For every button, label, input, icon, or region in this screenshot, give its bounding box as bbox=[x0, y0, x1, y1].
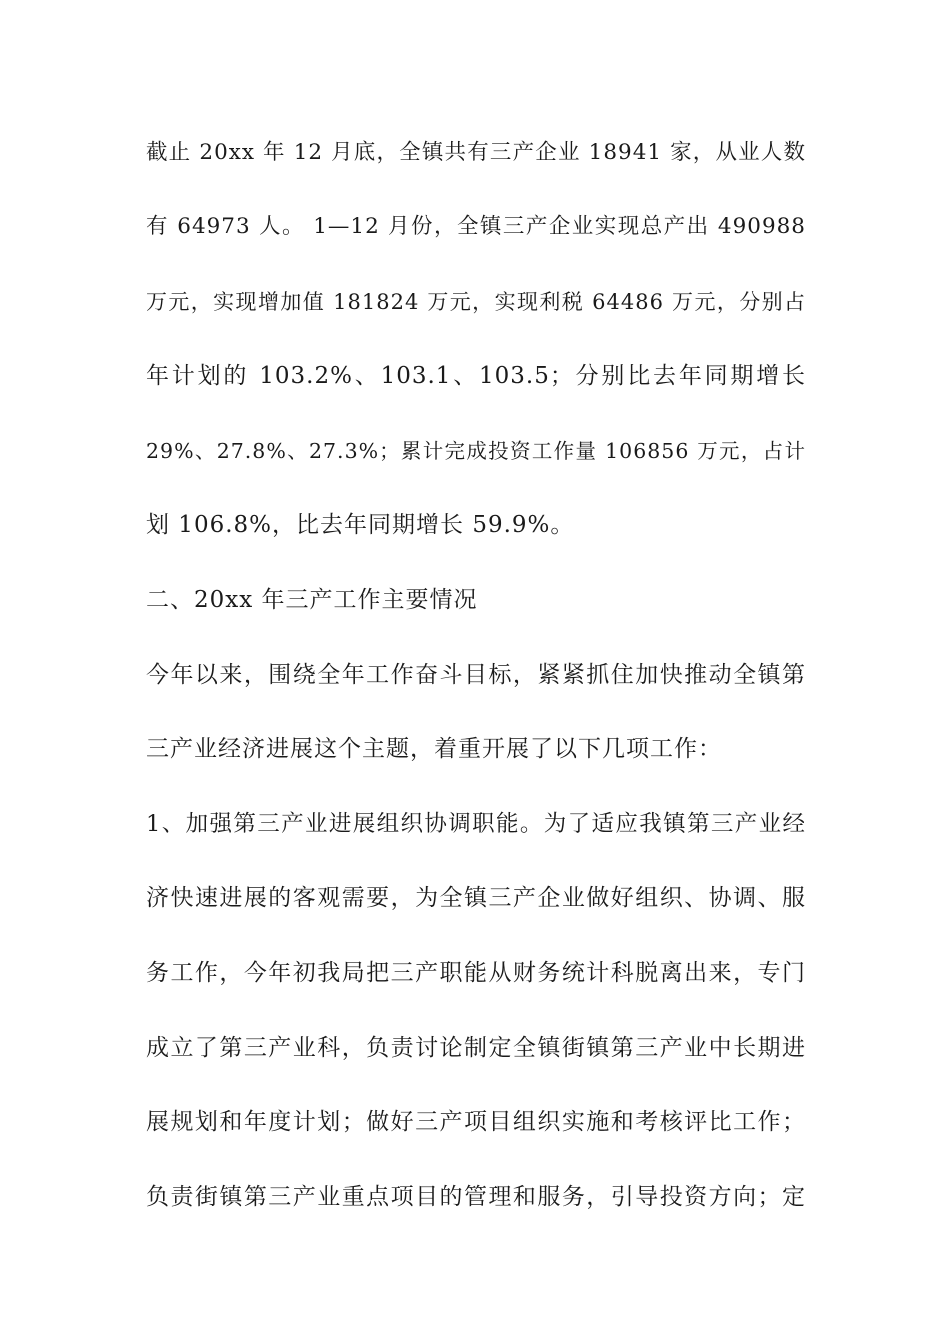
body-text-line: 万元，实现增加值 181824 万元，实现利税 64486 万元，分别占 bbox=[146, 290, 806, 314]
body-text-line: 济快速进展的客观需要，为全镇三产企业做好组织、协调、服 bbox=[146, 885, 806, 911]
body-text-line: 展规划和年度计划；做好三产项目组织实施和考核评比工作； bbox=[146, 1109, 806, 1135]
body-text-line: 29%、27.8%、27.3%；累计完成投资工作量 106856 万元，占计 bbox=[146, 439, 806, 463]
body-text-line: 1、加强第三产业进展组织协调职能。为了适应我镇第三产业经 bbox=[146, 811, 806, 837]
body-text-line: 今年以来，围绕全年工作奋斗目标，紧紧抓住加快推动全镇第 bbox=[146, 662, 806, 688]
body-text-line: 负责街镇第三产业重点项目的管理和服务，引导投资方向；定 bbox=[146, 1184, 806, 1210]
body-text-line: 年计划的 103.2%、103.1、103.5；分别比去年同期增长 bbox=[146, 363, 806, 389]
body-text-line: 截止 20xx 年 12 月底，全镇共有三产企业 18941 家，从业人数 bbox=[146, 140, 806, 165]
body-text-line: 有 64973 人。 1—12 月份，全镇三产企业实现总产出 490988 bbox=[146, 214, 806, 239]
section-heading: 二、20xx 年三产工作主要情况 bbox=[146, 587, 478, 613]
body-text-line: 务工作，今年初我局把三产职能从财务统计科脱离出来，专门 bbox=[146, 960, 806, 986]
body-text-line: 三产业经济进展这个主题，着重开展了以下几项工作： bbox=[146, 736, 722, 762]
body-text-line: 成立了第三产业科，负责讨论制定全镇街镇第三产业中长期进 bbox=[146, 1035, 806, 1061]
body-text-line: 划 106.8%，比去年同期增长 59.9%。 bbox=[146, 512, 575, 538]
